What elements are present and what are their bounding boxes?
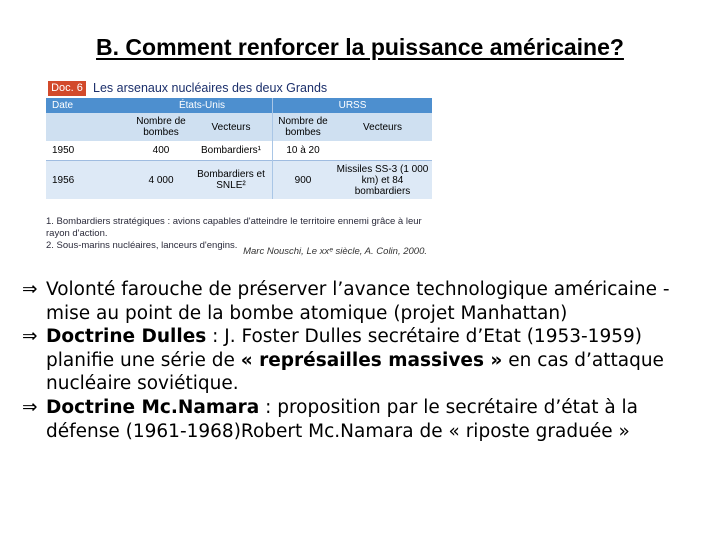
subheader-us-bombs: Nombre de bombes — [132, 113, 190, 141]
implies-arrow-icon: ⇒ — [22, 279, 38, 300]
document-header — [45, 79, 435, 96]
cell-us-bombs: 4 000 — [132, 161, 190, 200]
bullet-bold-term: Doctrine Mc.Namara — [46, 396, 260, 418]
bullet-text: : proposition par le secrétaire d’état à la défense (1961-1968)Robert Mc.Namara de « riposte graduée » — [46, 396, 639, 442]
document-image — [45, 76, 435, 262]
document-source: Marc Nouschi, Le xxᵉ siècle, A. Colin, 2000. — [243, 246, 427, 257]
cell-date: 1950 — [46, 141, 132, 161]
bullet-bold-term: « représailles massives » — [240, 349, 503, 371]
table-subheader-row — [46, 113, 432, 141]
bullet-bold-term: Doctrine Dulles — [46, 326, 207, 348]
bullet-text: Volonté farouche de préserver l’avance technologique américaine - mise au point de la bombe atomique (projet Manhattan) — [46, 279, 670, 324]
bullet-list — [22, 278, 702, 443]
bullet-text: : J. Foster Dulles secrétaire d’Etat (1953-1959) planifie une série de — [46, 326, 642, 371]
cell-us-bombs: 400 — [132, 141, 190, 161]
table-row — [46, 141, 432, 161]
header-urss: URSS — [273, 98, 433, 113]
cell-urss-bombs: 900 — [273, 161, 334, 200]
bullet-text: en cas d’attaque nucléaire soviétique. — [46, 349, 664, 395]
cell-urss-vectors: Missiles SS-3 (1 000 km) et 84 bombardiers — [333, 161, 432, 200]
implies-arrow-icon: ⇒ — [22, 326, 38, 348]
slide-title: B. Comment renforcer la puissance américaine? — [96, 34, 624, 60]
table-header-row — [46, 98, 432, 113]
subheader-empty — [46, 113, 132, 141]
document-title: Les arsenaux nucléaires des deux Grands — [93, 81, 328, 95]
cell-us-vectors: Bombardiers¹ — [190, 141, 273, 161]
header-date: Date — [46, 98, 132, 113]
cell-us-vectors: Bombardiers et SNLE² — [190, 161, 273, 200]
cell-urss-vectors — [333, 141, 432, 161]
table-row — [46, 161, 432, 200]
subheader-urss-bombs: Nombre de bombes — [273, 113, 334, 141]
document-label: Doc. 6 — [48, 81, 86, 96]
subheader-us-vectors: Vecteurs — [190, 113, 273, 141]
bullet-item — [22, 325, 702, 396]
implies-arrow-icon: ⇒ — [22, 396, 38, 418]
header-us: États-Unis — [132, 98, 273, 113]
arsenal-table — [46, 98, 432, 199]
subheader-urss-vectors: Vecteurs — [333, 113, 432, 141]
note-2: 2. Sous-marins nucléaires, lanceurs d'engins. — [46, 240, 238, 251]
bullet-item — [22, 396, 702, 443]
cell-urss-bombs: 10 à 20 — [273, 141, 334, 161]
cell-date: 1956 — [46, 161, 132, 200]
note-1: 1. Bombardiers stratégiques : avions capables d'atteindre le territoire ennemi grâce à leur rayon d'action. — [46, 216, 422, 239]
bullet-item — [22, 278, 702, 325]
